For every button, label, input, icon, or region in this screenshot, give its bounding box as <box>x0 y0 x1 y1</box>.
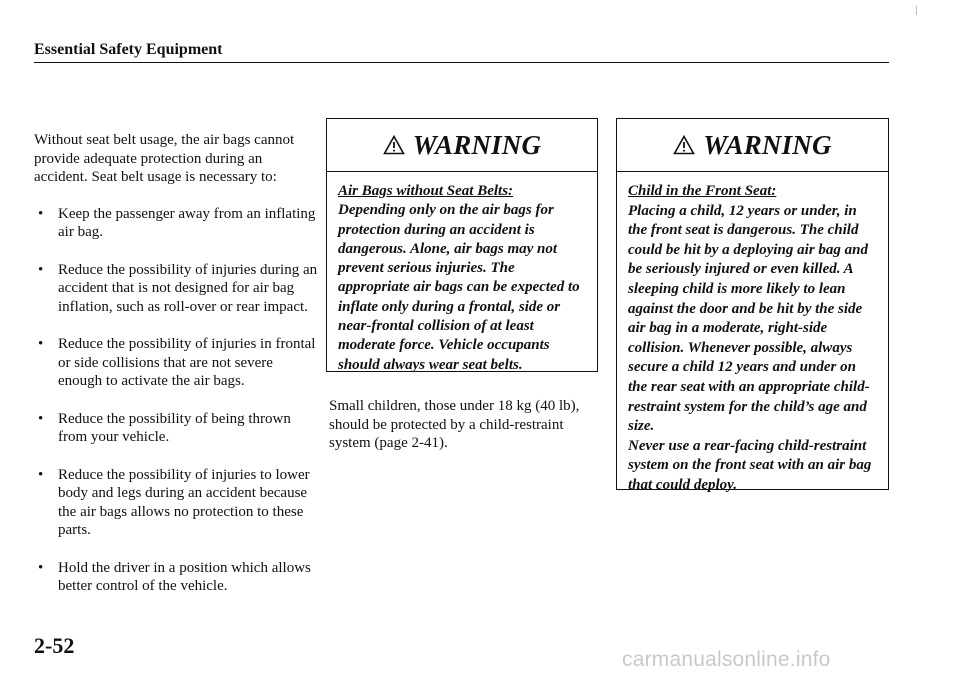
intro-paragraph: Without seat belt usage, the air bags cannot provide adequate protection during an accident. Seat belt usage is necessary to: <box>34 132 295 185</box>
warning-heading: WARNING <box>412 129 542 160</box>
warning-text: Placing a child, 12 years or under, in the front seat is dangerous. The child could be hit by a deploying air bag and be seriously injured or even killed. A sleeping child is more likely to lean against the door and be hit by the side air bag in a moderate, right-side collision. Whenever possible, always secure a child 12 years and under on the rear seat with an appropriate child-restraint system for the child’s age and size. <box>628 202 870 435</box>
bullet-dot-icon: • <box>38 205 44 222</box>
bullet-dot-icon: • <box>38 410 44 427</box>
list-item: • Keep the passenger away from an inflating air bag. <box>38 205 316 240</box>
warning-box-air-bags <box>326 118 598 372</box>
warning-heading: WARNING <box>703 129 832 160</box>
warning-body <box>617 172 888 504</box>
list-item: • Reduce the possibility of injuries to lower body and legs during an accident because the air bags allows no protection to these parts. <box>38 466 310 538</box>
warning-header <box>617 119 888 172</box>
bullet-dot-icon: • <box>38 336 44 352</box>
list-item: • Reduce the possibility of injuries during an accident that is not designed for air bag inflation, such as roll-over or rear impact. <box>38 261 318 315</box>
warning-subheading: Child in the Front Seat: <box>628 183 777 199</box>
warning-triangle-icon <box>673 135 695 155</box>
warning-box-child-front-seat <box>616 118 889 493</box>
list-item: • Reduce the possibility of being thrown from your vehicle. <box>38 410 291 445</box>
list-item: • Reduce the possibility of injuries in frontal or side collisions that are not severe enough to activate the air bags. <box>38 336 316 389</box>
list-item: • Hold the driver in a position which allows better control of the vehicle. <box>38 559 311 594</box>
section-title: Essential Safety Equipment <box>34 41 223 58</box>
bullet-dot-icon: • <box>38 559 44 576</box>
header-divider <box>34 62 889 63</box>
bullet-dot-icon: • <box>38 466 44 483</box>
warning-triangle-icon <box>383 135 405 155</box>
page-number: 2-52 <box>34 633 75 658</box>
warning-subheading: Air Bags without Seat Belts: <box>338 183 514 199</box>
watermark: carmanualsonline.info <box>622 648 831 671</box>
scan-mark <box>916 6 917 15</box>
warning-body <box>327 172 597 383</box>
bullet-list <box>34 205 319 596</box>
bullet-dot-icon: • <box>38 261 44 278</box>
left-column <box>34 131 319 615</box>
warning-text-rear-facing: Never use a rear-facing child-restraint system on the front seat with an air bag that could deploy. <box>628 437 872 493</box>
warning-header <box>327 119 597 172</box>
child-restraint-note: Small children, those under 18 kg (40 lb), should be protected by a child-restraint system (page 2-41). <box>329 398 580 451</box>
warning-text: Depending only on the air bags for protection during an accident is dangerous. Alone, air bags may not prevent serious injuries. The appropriate air bags can be expected to inflate only during a frontal, side or near-frontal collision of at least moderate force. Vehicle occupants should always wear seat belts. <box>338 202 580 373</box>
